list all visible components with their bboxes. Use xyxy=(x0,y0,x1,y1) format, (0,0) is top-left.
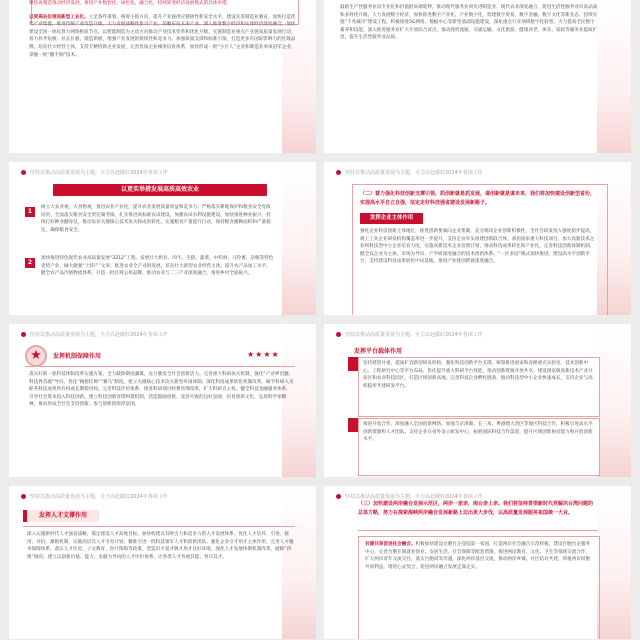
star-badge-icon: ★ xyxy=(25,345,47,367)
decor-band xyxy=(597,0,631,153)
divider xyxy=(23,526,295,527)
slide8-body: 积极加快建设台胞台企登陆第一家园，打造两岸社会融合示范样板。建设台胞台企服务中心，完善台胞在闽就业创业、安居生活、社会保障等配套措施，推进两岸教育、文化、卫生等领域交流合作，扩大两岸青年交流交往。落实台胞同等待遇，深化两岸基层交流，推动两岸乡镇、社区结对共建，厚植两岸同胞共同利益，增进心灵契合，促进两岸融合发展走深走实。 xyxy=(365,542,591,570)
slide-8[interactable] xyxy=(324,486,631,639)
slide-header: 坚持以推动高质量发展为主题，全力以赴做好2024年各项工作 xyxy=(336,168,483,176)
header-dot-icon xyxy=(21,332,26,337)
slide6-section-heading: 发挥平台载体作用 xyxy=(354,346,438,358)
number-badge: 1 xyxy=(25,207,35,217)
slide4-headline: （二）着力强化科技创新支撑引领，抓创新就是抓发展，谋创新就是谋未来，我们将加快建设创新型省份，实现高水平自立自强，坚定走好科技强省建设发展新路子。 xyxy=(360,191,596,206)
decor-band xyxy=(282,486,316,639)
slide-header: 坚持以推动高质量发展为主题，全力以赴做好2024年各项工作 xyxy=(336,330,483,338)
divider xyxy=(358,530,598,531)
decor-band xyxy=(597,324,631,477)
header-dot-icon xyxy=(21,494,26,499)
slide-header: 坚持以推动高质量发展为主题，全力以赴做好2024年各项工作 xyxy=(21,168,168,176)
slide-6[interactable] xyxy=(324,324,631,477)
slide3-title: 以更实举措发展高质高效农业 xyxy=(53,184,267,196)
slide-header: 坚持以推动高质量发展为主题，全力以赴做好2024年各项工作 xyxy=(336,492,483,500)
slide1-top-line: 聚焦再制造推动经济发展，推进产业数智化、绿色化、融合化，持续转变经济发展模式的具体举措。 xyxy=(29,1,232,6)
header-dot-icon xyxy=(336,332,341,337)
slide5-body: 落实好新一轮科技体制改革实施方案，全力破除制度藩篱，充分激发全社会创新活力。完善重大科研攻关机制，强化“产业界出题、科技界答题”导向，优化“揭榜挂帅”“赛马”制度，建立关键核心技术攻关新型举国体制。深化科技成果转化机制改革，赋予科研人员职务科技成果所有权或长期使用权。完善科技评价体系，推进科研项目经费管理改革，扩大科研自主权。健全科技金融服务体系，引导社会资本投入科技创新。建立科技创新容错纠错机制，营造鼓励创新、宽容失败的良好氛围，培育创新文化，弘扬科学家精神，推动形成全社会支持创新、参与创新的浓厚氛围。 xyxy=(29,372,294,408)
ribbon-icon xyxy=(348,418,358,432)
ribbon-icon xyxy=(348,357,358,371)
slide-3[interactable] xyxy=(9,162,316,315)
slide-1[interactable] xyxy=(9,0,316,153)
slide6-card-1: 坚持建管并重，提质扩容新型研发机构，强化科技创新平台支撑。统筹推进国家和省级重点实验室、技术创新中心、工程研究中心等平台布局，优化提升重大科研平台效能，推动创新资源开放共享。建设国家级高新技术产业开发区和农业科技园区，打造区域创新高地。完善科技企业孵化链条，推动科技型中小企业快速成长，支持企业与高校院所共建研发平台。 xyxy=(358,357,600,417)
slide3-paragraph-2: 加快推进特色现代农业高质量发展“3212”工程，发展壮大奶业、肉牛、生猪、蔬菜、中药材、马铃薯、杂粮等特色优势产业，做大做强“土特产”文章，推进农业全产业链发展。培育壮大新型农业经营主体，提升农产品加工水平，健全农产品冷链物流体系，打造一批区域公用品牌，推动农业与二三产业深度融合，推进乡村全面振兴。 xyxy=(41,256,274,277)
slide1-subhead: 以更高站位推进新型工业化。 xyxy=(29,14,89,20)
slide-5[interactable] xyxy=(9,324,316,477)
slide-header: 坚持以推动高质量发展为主题，全力以赴做好2024年各项工作 xyxy=(21,492,168,500)
slide8-headline: （三）加快建设两岸融合发展示范区，两岸一家亲，闽台亲上亲。我们将坚持贯彻新时代党解决台湾问题的总体方略，努力在探索海峡两岸融合发展新路上迈出更大步伐，以高质量发展服务祖国统一大业。 xyxy=(358,501,594,516)
slide1-body: 立足条件谋划、统筹主抓方向，提升产业链供应链韧性和安全水平，建设先进制造业强省。加快打造优势产业集群，推进传统产业改造升级，大力发展战略性新兴产业，前瞻布局未来产业。深入推进数字经济和实体经济深度融合，加快建设全国一体化算力网络枢纽节点，以智能制造为主攻方向推动产业技术变革和优化升级。实施制造业重点产业链高质量发展行动，着力补齐短板、拉长长板、锻造新板，增强产业发展的接续性和竞争力。加强质量支撑和标准引领，打造更多有国际影响力的区域品牌。培育壮大经营主体，支持专精特新企业发展，完善优质企业梯度培育体系，加快形成一批“小巨人”企业和制造业单项冠军企业，掌握一批“撒手锏”技术。 xyxy=(29,14,296,58)
slide5-heading: 发挥机制保障作用 xyxy=(53,353,102,360)
slide6-card-2: 推进开放合作，深度融入全国创新网络。加强与京津冀、长三角、粤港澳大湾区等地区科技合作，积极引进高水平创新资源和人才团队。支持企业在省外设立研发中心，拓展国际科技合作渠道，提升区域创新协同能力和开放创新水平。 xyxy=(358,418,600,476)
number-badge: 2 xyxy=(25,258,35,268)
divider xyxy=(25,366,295,367)
content-frame xyxy=(358,536,600,639)
slide3-paragraph-1: 树立大农业观、大食物观，推进农业产业化，提升农业发展质量效益和竞争力。严格落实耕地保护和粮食安全党政同责，全面落实粮食安全责任制考核。扎实推进高标准农田建设，加强农田水利设施建设，加快推进种业振兴，持续打好种业翻身仗，推动农业关键核心技术攻关和成果转化，实施粮食产量提升行动，保持粮食播种面积和产量稳定，确保粮食安全。 xyxy=(41,205,271,233)
header-dot-icon xyxy=(336,170,341,175)
star-icon: ★★★★ xyxy=(247,350,280,359)
decor-band xyxy=(282,162,316,315)
slide-7[interactable] xyxy=(9,486,316,639)
decor-band xyxy=(597,486,631,639)
slide-4[interactable] xyxy=(324,162,631,315)
slide2-body: 鼓励生产性服务业向专业化和价值链高端延伸，推动现代服务业同先进制造业、现代农业深度融合，促进生活性服务业向高品质和多样化升级。大力发展数字经济，加快推进数字产业化、产业数字化，构建数字贸易、数字金融、数字文化等新业态。持续实施“千兆城市”建设工程，积极推进5G网络、数据中心等新型基础设施建设，深化重点行业领域数字化转型，大力提高全民数字素养和技能。深入推进服务业扩大开放综合试点，推动商贸流通、交通运输、文化旅游、健康养老、体育、家政等服务业提质扩容，提升生活性服务业品质。 xyxy=(340,5,598,41)
header-dot-icon xyxy=(21,170,26,175)
header-dot-icon xyxy=(336,494,341,499)
slide7-body: 深入实施新时代人才强省战略，锚定建设人才高地目标，加快构建具有吸引力和竞争力的人才发展体系。优化人才培养、引进、使用、评价、激励机制，实施高层次人才引育计划，精准引进一批科技领军人才和创新团队。强化企业引才用才主体作用，完善人才服务保障体系，落实人才住房、子女教育、医疗保障等政策，营造识才爱才敬才用才良好环境。深化人才发展体制机制改革，破除“四唯”倾向，建立以创新价值、能力、贡献为导向的人才评价体系，让各类人才各展其能、各尽其才。 xyxy=(27,532,294,560)
slide4-body: 强化企业科技创新主体地位，推进创新要素向企业集聚。充分调动企业创新积极性，全社会研发投入强度稳步提高，规上工业企业研发机构覆盖率进一步提升，支持企业牵头组建创新联合体，承担国家重大科技项目。加大高新技术企业和科技型中小企业培育力度，实施高新技术企业倍增计划，推动科技成果转化和产业化。完善科技创新体制机制，健全以企业为主体、市场为导向、产学研深度融合的技术创新体系。“一区多园”模式加快推进，建设高水平创新平台，支持建设科技成果转化中试基地，推进产业链创新链深度融合。 xyxy=(360,229,595,265)
slide4-tag: 发挥企业主体作用 xyxy=(360,213,423,224)
slide8-body-lead: 共建共享促进社会融合。 xyxy=(365,542,416,547)
slide-header: 坚持以推动高质量发展为主题，全力以赴做好2024年各项工作 xyxy=(21,330,168,338)
slide-2[interactable] xyxy=(324,0,631,153)
slide7-title: 发挥人才支撑作用 xyxy=(23,510,99,522)
